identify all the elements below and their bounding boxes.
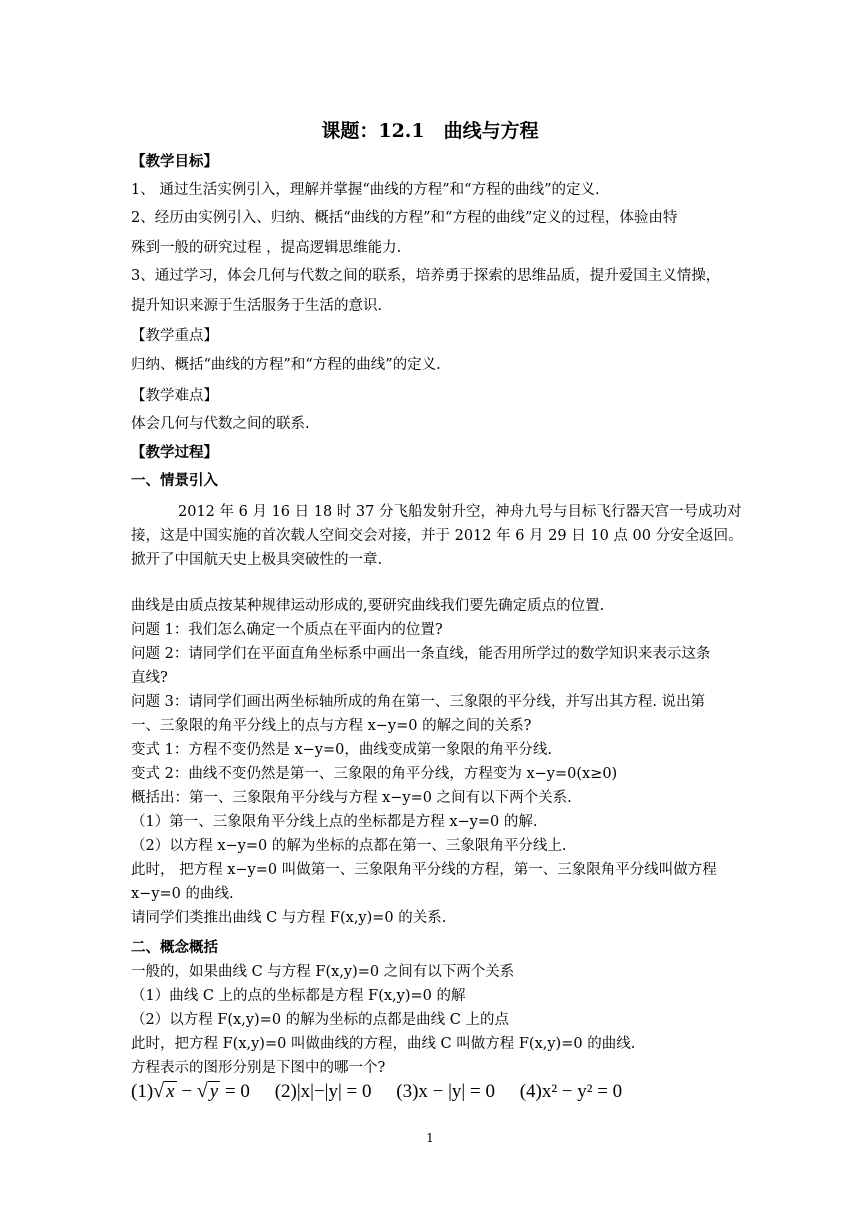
equation-4: (4)x² − y² = 0 bbox=[519, 1081, 623, 1102]
line-sec2-heading: 二、概念概括 bbox=[131, 939, 218, 956]
line-diff-1: 体会几何与代数之间的联系. bbox=[131, 416, 310, 432]
line-v1: 变式 1：方程不变仍然是 x−y=0，曲线变成第一象限的角平分线. bbox=[131, 742, 552, 758]
line-sum: 概括出：第一、三象限角平分线与方程 x−y=0 之间有以下两个关系. bbox=[131, 790, 572, 806]
line-goal-3a: 3、通过学习，体会几何与代数之间的联系，培养勇于探索的思维品质，提升爱国主义情操， bbox=[131, 268, 721, 284]
line-key-1: 归纳、概括“曲线的方程”和“方程的曲线”的定义. bbox=[131, 357, 441, 373]
line-q2b: 直线? bbox=[131, 670, 168, 686]
lesson-title: 课题：12.1 曲线与方程 bbox=[321, 120, 539, 142]
line-diff-heading: 【教学难点】 bbox=[131, 388, 218, 404]
equation-3: (3)x − |y| = 0 bbox=[396, 1081, 495, 1102]
line-r1: （1）第一、三象限角平分线上点的坐标都是方程 x−y=0 的解. bbox=[131, 814, 538, 830]
line-then-b: x−y=0 的曲线. bbox=[131, 886, 234, 902]
line-story-3: 掀开了中国航天史上极具突破性的一章. bbox=[131, 552, 383, 568]
line-c3: 此时，把方程 F(x,y)=0 叫做曲线的方程，曲线 C 叫做方程 F(x,y)=0 的曲线. bbox=[131, 1036, 636, 1052]
line-goal-2b: 殊到一般的研究过程 ，提高逻辑思维能力. bbox=[131, 240, 402, 256]
line-c1: （1）曲线 C 上的点的坐标都是方程 F(x,y)=0 的解 bbox=[131, 988, 466, 1004]
line-key-heading: 【教学重点】 bbox=[131, 328, 218, 344]
line-c4: 方程表示的图形分别是下图中的哪一个? bbox=[131, 1060, 386, 1076]
line-proc-heading: 【教学过程】 bbox=[131, 444, 218, 461]
line-q1: 问题 1：我们怎么确定一个质点在平面内的位置? bbox=[131, 622, 443, 638]
page-number: 1 bbox=[426, 1131, 434, 1145]
equation-1: (1)√ x − √ y = 0 bbox=[131, 1080, 250, 1102]
equation-2: (2)|x|−|y| = 0 bbox=[274, 1081, 372, 1102]
line-q2a: 问题 2：请同学们在平面直角坐标系中画出一条直线，能否用所学过的数学知识来表示这条 bbox=[131, 646, 711, 662]
line-story-2: 接，这是中国实施的首次载人空间交会对接，并于 2012 年 6 月 29 日 10 点 00 分安全返回。 bbox=[131, 528, 743, 544]
line-v2: 变式 2：曲线不变仍然是第一、三象限的角平分线，方程变为 x−y=0(x≥0) bbox=[131, 766, 618, 782]
equation-options bbox=[131, 1080, 642, 1103]
line-goal-2a: 2、经历由实例引入、归纳、概括“曲线的方程”和“方程的曲线”定义的过程，体验由特 bbox=[131, 210, 678, 226]
line-goal-1: 1、 通过生活实例引入，理解并掌握“曲线的方程”和“方程的曲线”的定义. bbox=[131, 182, 600, 198]
line-then-a: 此时， 把方程 x−y=0 叫做第一、三象限角平分线的方程，第一、三象限角平分线叫做方程 bbox=[131, 862, 717, 878]
line-r2: （2）以方程 x−y=0 的解为坐标的点都在第一、三象限角平分线上. bbox=[131, 838, 567, 854]
line-sec1-heading: 一、情景引入 bbox=[131, 472, 218, 489]
line-c0: 一般的，如果曲线 C 与方程 F(x,y)=0 之间有以下两个关系 bbox=[131, 964, 515, 980]
line-q3a: 问题 3：请同学们画出两坐标轴所成的角在第一、三象限的平分线，并写出其方程. 说出第 bbox=[131, 694, 706, 710]
line-intro-1: 曲线是由质点按某种规律运动形成的,要研究曲线我们要先确定质点的位置. bbox=[131, 598, 605, 614]
line-story-1: 2012 年 6 月 16 日 18 时 37 分飞船发射升空，神舟九号与目标飞行器天宫一号成功对 bbox=[178, 504, 742, 520]
line-c2: （2）以方程 F(x,y)=0 的解为坐标的点都是曲线 C 上的点 bbox=[131, 1012, 509, 1028]
line-analogy: 请同学们类推出曲线 C 与方程 F(x,y)=0 的关系. bbox=[131, 910, 447, 926]
line-goal-heading: 【教学目标】 bbox=[131, 153, 218, 170]
line-goal-3b: 提升知识来源于生活服务于生活的意识. bbox=[131, 298, 383, 314]
line-q3b: 一、三象限的角平分线上的点与方程 x−y=0 的解之间的关系? bbox=[131, 718, 532, 734]
